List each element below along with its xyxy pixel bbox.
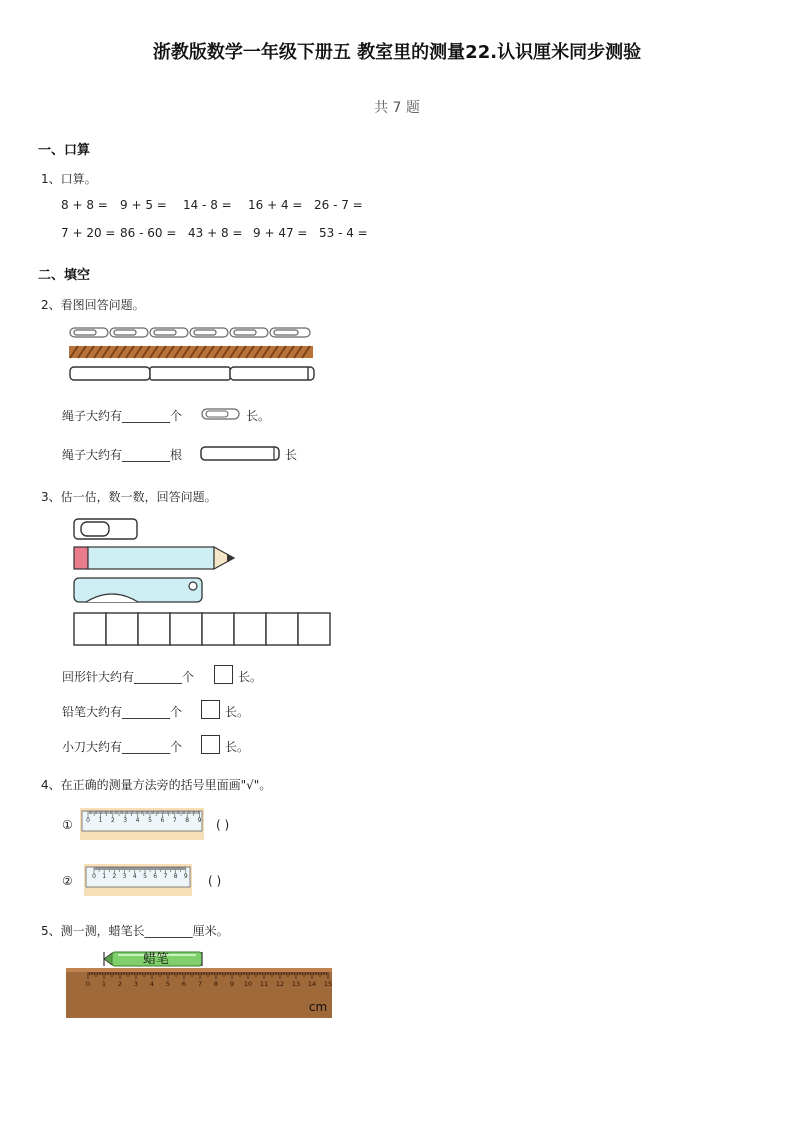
ruler-number: 6 xyxy=(181,980,187,988)
square-icon xyxy=(214,665,233,684)
calc-item: 86 - 60 = xyxy=(120,226,177,240)
ruler-number: 10 xyxy=(243,980,253,988)
ruler-number: 1 xyxy=(102,873,107,880)
question-4-prompt: 4、在正确的测量方法旁的括号里面画"√"。 xyxy=(41,778,272,792)
ruler-number: 7 xyxy=(163,873,168,880)
ruler-number: 5 xyxy=(148,817,152,824)
ruler-option-1 xyxy=(80,808,206,842)
q2-line1-text: 绳子大约有________个 xyxy=(62,409,183,423)
q2-line2-suffix: 长 xyxy=(285,448,298,462)
paperclip-row xyxy=(70,328,310,337)
calc-item: 53 - 4 = xyxy=(319,226,368,240)
q2-line1-suffix: 长。 xyxy=(246,409,271,423)
crayon-label: 蜡笔 xyxy=(142,952,170,967)
ruler-number: 4 xyxy=(132,873,137,880)
ruler-number: 8 xyxy=(185,817,190,824)
section-heading-mental-math: 一、口算 xyxy=(38,143,91,158)
ruler-number: 0 xyxy=(86,817,90,824)
ruler-number: 6 xyxy=(153,873,158,880)
ruler-number: 8 xyxy=(173,873,178,880)
ruler-number: 5 xyxy=(165,980,171,988)
q3-line1-suffix: 长。 xyxy=(238,670,263,684)
q3-line3-text: 小刀大约有________个 xyxy=(62,740,183,754)
question-count: 共 7 题 xyxy=(374,100,420,116)
ruler-number: 5 xyxy=(143,873,147,880)
calc-item: 14 - 8 = xyxy=(183,198,232,212)
paperclip xyxy=(74,519,137,539)
ruler-number: 9 xyxy=(229,980,235,988)
ruler-number: 9 xyxy=(183,873,188,880)
ruler-number: 7 xyxy=(197,980,203,988)
ruler-number: 2 xyxy=(110,817,115,824)
stick-row xyxy=(70,367,314,380)
rope-measure-figure xyxy=(68,326,318,386)
q3-line1-text: 回形针大约有________个 xyxy=(62,670,195,684)
unit-square-row xyxy=(74,613,330,645)
ruler-number: 8 xyxy=(213,980,219,988)
page-title: 浙教版数学一年级下册五 教室里的测量22.认识厘米同步测验 xyxy=(152,42,642,63)
ruler-number: 1 xyxy=(98,817,103,824)
pencil xyxy=(74,547,234,569)
ruler-number: 2 xyxy=(117,980,123,988)
option-2-label: ② xyxy=(62,874,73,888)
square-icon xyxy=(201,700,220,719)
question-3-prompt: 3、估一估，数一数，回答问题。 xyxy=(41,490,217,504)
calc-item: 9 + 47 = xyxy=(253,226,308,240)
ruler-number: 9 xyxy=(197,817,202,824)
ruler-number: 13 xyxy=(291,980,301,988)
square-icon xyxy=(201,735,220,754)
ruler-number: 6 xyxy=(160,817,165,824)
stick-icon xyxy=(200,445,282,463)
ruler-number: 0 xyxy=(92,873,96,880)
ruler-number: 3 xyxy=(133,980,139,988)
calc-item: 9 + 5 = xyxy=(120,198,167,212)
ruler-number: 3 xyxy=(122,873,127,880)
ruler-number: 12 xyxy=(275,980,285,988)
ruler-number: 0 xyxy=(85,980,91,988)
rope xyxy=(69,346,313,358)
q2-line2-text: 绳子大约有________根 xyxy=(62,448,183,462)
crayon-ruler-figure xyxy=(66,946,334,1020)
wood-ruler xyxy=(66,968,332,1018)
ruler-option-2 xyxy=(84,864,196,898)
section-heading-fill-blank: 二、填空 xyxy=(38,268,91,283)
paperclip-icon xyxy=(201,408,241,420)
question-1-prompt: 1、口算。 xyxy=(41,172,97,186)
ruler-number: 11 xyxy=(259,980,269,988)
ruler-number: 1 xyxy=(101,980,107,988)
ruler-number: 4 xyxy=(149,980,155,988)
calc-item: 43 + 8 = xyxy=(188,226,243,240)
q3-line2-suffix: 长。 xyxy=(225,705,250,719)
q3-line3-suffix: 长。 xyxy=(225,740,250,754)
answer-paren-1[interactable]: ( ) xyxy=(216,818,230,832)
q3-line2-text: 铅笔大约有________个 xyxy=(62,705,183,719)
ruler-number: 14 xyxy=(307,980,317,988)
unit-label-cm: cm xyxy=(308,1000,328,1014)
knife xyxy=(74,578,202,602)
ruler-number: 15 xyxy=(323,980,333,988)
calc-item: 16 + 4 = xyxy=(248,198,303,212)
estimate-figure xyxy=(72,516,338,650)
ruler-number: 2 xyxy=(112,873,117,880)
answer-paren-2[interactable]: ( ) xyxy=(208,874,222,888)
calc-item: 8 + 8 = xyxy=(61,198,108,212)
option-1-label: ① xyxy=(62,818,73,832)
question-2-prompt: 2、看图回答问题。 xyxy=(41,298,145,312)
calc-item: 7 + 20 = xyxy=(61,226,116,240)
ruler-number: 7 xyxy=(172,817,177,824)
calc-item: 26 - 7 = xyxy=(314,198,363,212)
ruler-number: 3 xyxy=(123,817,128,824)
ruler-number: 4 xyxy=(135,817,140,824)
question-5-prompt: 5、测一测，蜡笔长________厘米。 xyxy=(41,924,229,938)
